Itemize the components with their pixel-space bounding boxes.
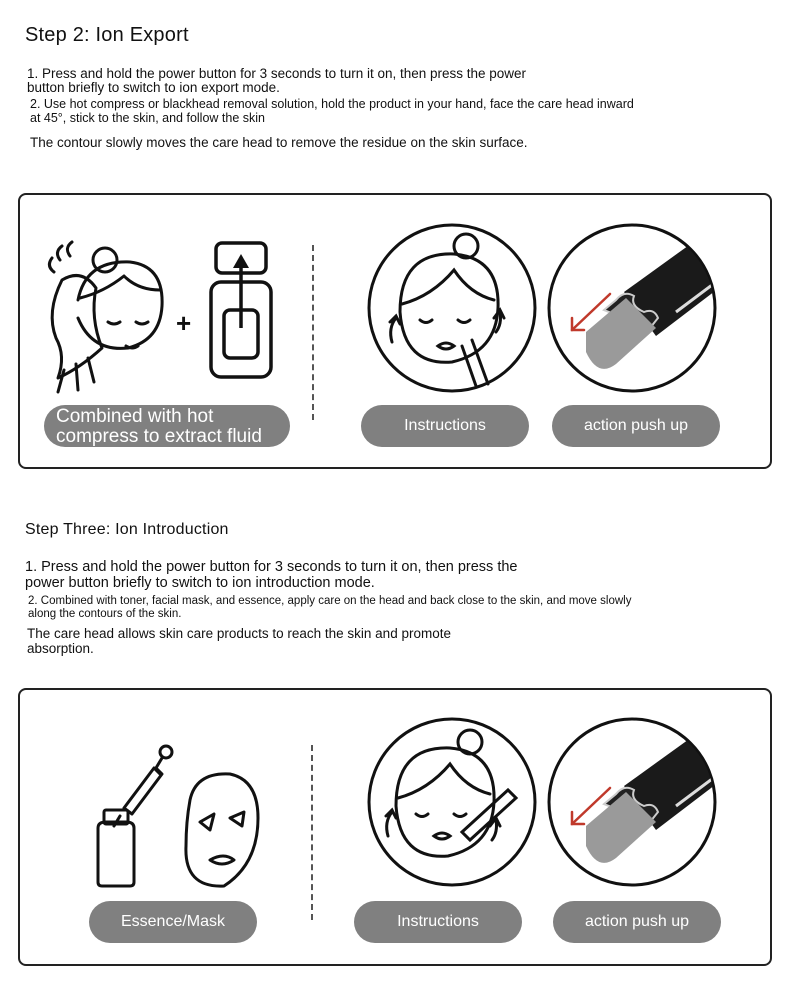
step2-instructions-label: Instructions [361,405,529,447]
step3-instruction-1a: 1. Press and hold the power button for 3 seconds to turn it on, then press the [25,559,518,575]
step2-instruction-1b: button briefly to switch to ion export mode. [27,80,280,95]
girl-towel-icon [40,240,180,400]
device-closeup-icon-2 [546,716,718,888]
step3-instruction-3a: The care head allows skin care products to reach the skin and promote [27,626,451,641]
step2-instruction-2b: at 45°, stick to the skin, and follow the skin [30,111,265,125]
essence-mask-label: Essence/Mask [89,901,257,943]
step2-instruction-1a: 1. Press and hold the power button for 3 seconds to turn it on, then press the power [27,66,527,81]
step2-instruction-3: The contour slowly moves the care head to remove the residue on the skin surface. [30,135,528,150]
step3-title: Step Three: Ion Introduction [25,521,229,538]
device-closeup-icon [546,222,718,394]
step2-action-label: action push up [552,405,720,447]
bottle-icon [208,240,274,380]
face-device-instructions-icon [366,716,538,888]
step3-action-label: action push up [553,901,721,943]
hot-compress-label-line2: compress to extract fluid [56,426,262,447]
step3-instruction-2b: along the contours of the skin. [28,608,182,620]
face-mask-icon [180,770,262,892]
step3-instruction-1b: power button briefly to switch to ion introduction mode. [25,575,375,591]
step2-instruction-2a: 2. Use hot compress or blackhead removal solution, hold the product in your hand, face the care head inward [30,97,634,111]
hot-compress-label [44,405,290,447]
plus-icon: + [176,308,192,338]
step3-instruction-2a: 2. Combined with toner, facial mask, and essence, apply care on the head and back close to the skin, and move slowly [28,595,632,607]
face-instructions-icon [366,222,538,394]
essence-dropper-icon [92,744,182,888]
step2-title: Step 2: Ion Export [25,24,189,46]
step3-divider [311,745,313,920]
step2-divider [312,245,314,420]
hot-compress-label-line1: Combined with hot [56,406,214,427]
step3-instruction-3b: absorption. [27,641,94,656]
step3-instructions-label: Instructions [354,901,522,943]
